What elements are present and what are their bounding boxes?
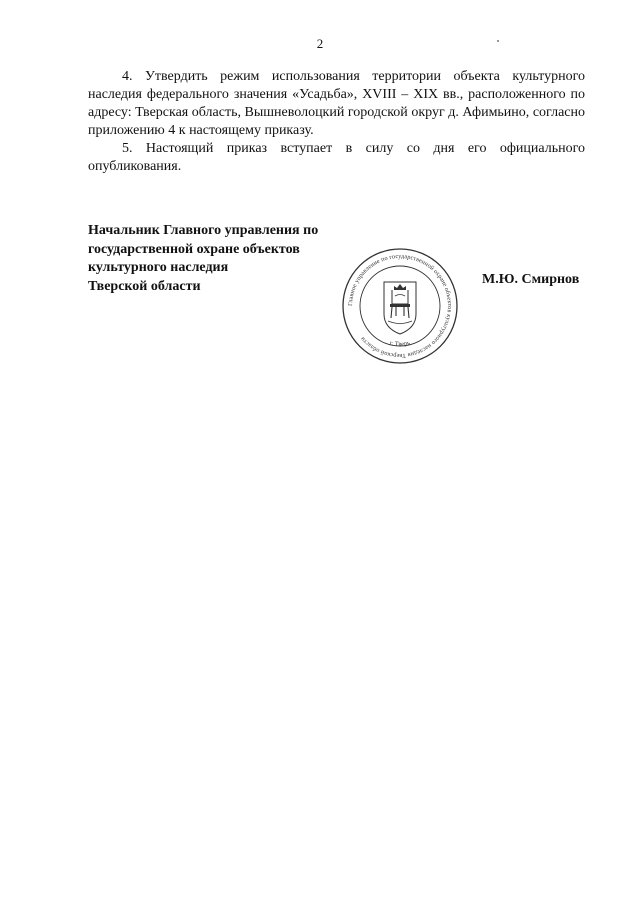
signer-name: М.Ю. Смирнов: [482, 272, 580, 287]
scan-speck: [497, 40, 499, 42]
signatory-position-line: культурного наследия: [88, 260, 229, 275]
coat-of-arms-icon: [384, 282, 416, 334]
signatory-position-line: Тверской области: [88, 278, 201, 294]
document-body: [88, 68, 585, 176]
page-number: 2: [316, 36, 324, 51]
paragraph-item-5: 5. Настоящий приказ вступает в силу со дня его официального опубликования.: [88, 141, 585, 174]
signatory-position-line: Начальник Главного управления по: [88, 223, 319, 238]
signatory-position-line: государственной охране объектов: [88, 241, 300, 257]
seal-circular-text: Главное управление по государственной охране объектов культурного наследия Тверской области: [346, 252, 454, 360]
seal-city-text: г. Тверь: [389, 339, 411, 348]
signatory-position: [88, 222, 358, 296]
svg-text:г. Тверь: [389, 340, 411, 348]
paragraph-item-4: 4. Утвердить режим использования территории объекта культурного наследия федерального значения «Усадьба», XVIII – XIX вв., расположенного по адресу: Тверская область, Вышневолоцкий городской округ д. Афимьино, согласно приложению 4 к настоящему приказу.: [88, 69, 585, 138]
official-seal-stamp: [340, 246, 460, 366]
